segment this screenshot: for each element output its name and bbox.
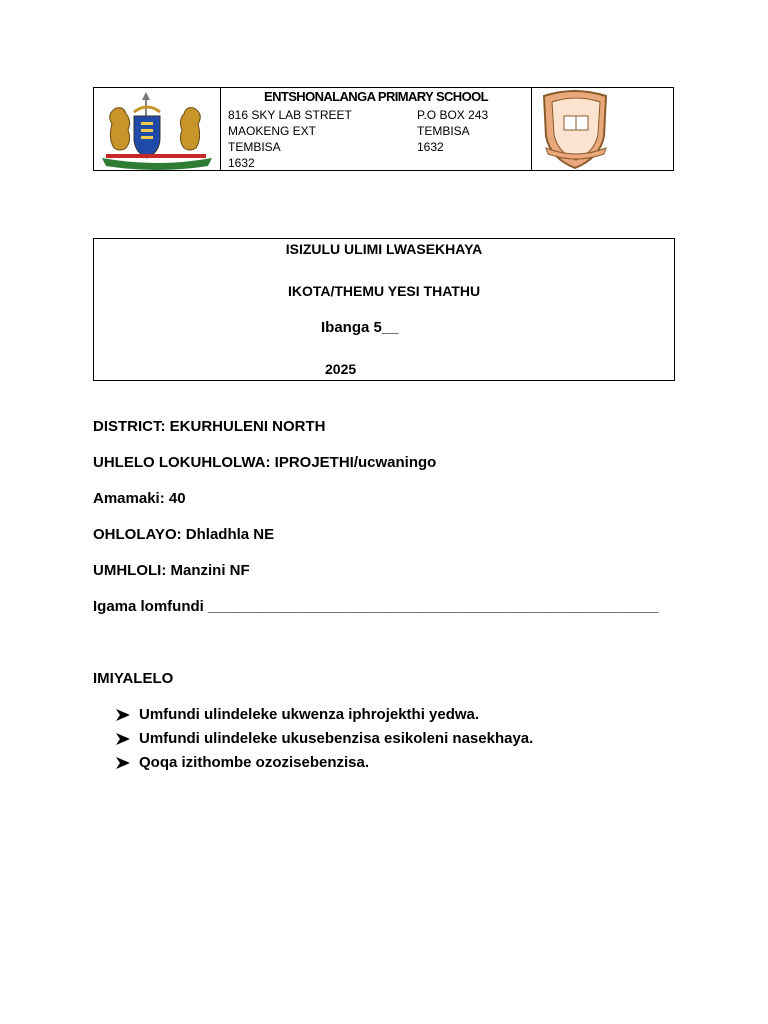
school-name: ENTSHONALANGA PRIMARY SCHOOL bbox=[264, 89, 488, 104]
moderator-line: OHLOLAYO: Dhladhla NE bbox=[93, 526, 275, 543]
postal-address bbox=[417, 107, 488, 155]
marks-line: Amamaki: 40 bbox=[93, 490, 186, 507]
address-line: 1632 bbox=[228, 156, 255, 170]
address-line: P.O BOX 243 bbox=[417, 108, 489, 122]
instructions-list bbox=[115, 705, 533, 777]
list-item bbox=[115, 753, 533, 777]
list-item bbox=[115, 705, 533, 729]
arrow-bullet-icon bbox=[115, 708, 131, 722]
header-address-cell bbox=[221, 88, 532, 170]
address-line: TEMBISA bbox=[228, 140, 281, 154]
assessment-line: UHLELO LOKUHLOLWA: IPROJETHI/ucwaningo bbox=[93, 454, 437, 471]
school-badge-icon bbox=[532, 88, 673, 170]
address-line: MAOKENG EXT bbox=[228, 124, 317, 138]
header-right-cell bbox=[532, 88, 673, 170]
instruction-text: Umfundi ulindeleke ukusebenzisa esikoleni nasekhaya. bbox=[139, 730, 534, 747]
address-line: 1632 bbox=[417, 140, 444, 154]
term-title: IKOTA/THEMU YESI THATHU bbox=[287, 283, 481, 299]
title-box bbox=[93, 238, 675, 381]
instructions-heading: IMIYALELO bbox=[93, 670, 174, 687]
gauteng-coat-of-arms-icon bbox=[94, 88, 221, 170]
subject-title: ISIZULU ULIMI LWASEKHAYA bbox=[285, 241, 483, 257]
address-line: 816 SKY LAB STREET bbox=[228, 108, 352, 122]
street-address bbox=[228, 107, 352, 171]
instruction-text: Qoqa izithombe ozozisebenzisa. bbox=[139, 754, 370, 771]
header-left-cell bbox=[94, 88, 221, 170]
arrow-bullet-icon bbox=[115, 756, 131, 770]
year-title: 2025 bbox=[325, 361, 357, 377]
instruction-text: Umfundi ulindeleke ukwenza iphrojekthi yedwa. bbox=[139, 706, 480, 723]
district-line: DISTRICT: EKURHULENI NORTH bbox=[93, 418, 326, 435]
learner-name-line: Igama lomfundi ______________________________________________________ bbox=[93, 598, 659, 615]
address-line: TEMBISA bbox=[417, 124, 470, 138]
list-item bbox=[115, 729, 533, 753]
grade-title: Ibanga 5__ bbox=[321, 319, 399, 336]
school-header bbox=[93, 87, 674, 171]
teacher-line: UMHLOLI: Manzini NF bbox=[93, 562, 250, 579]
arrow-bullet-icon bbox=[115, 732, 131, 746]
